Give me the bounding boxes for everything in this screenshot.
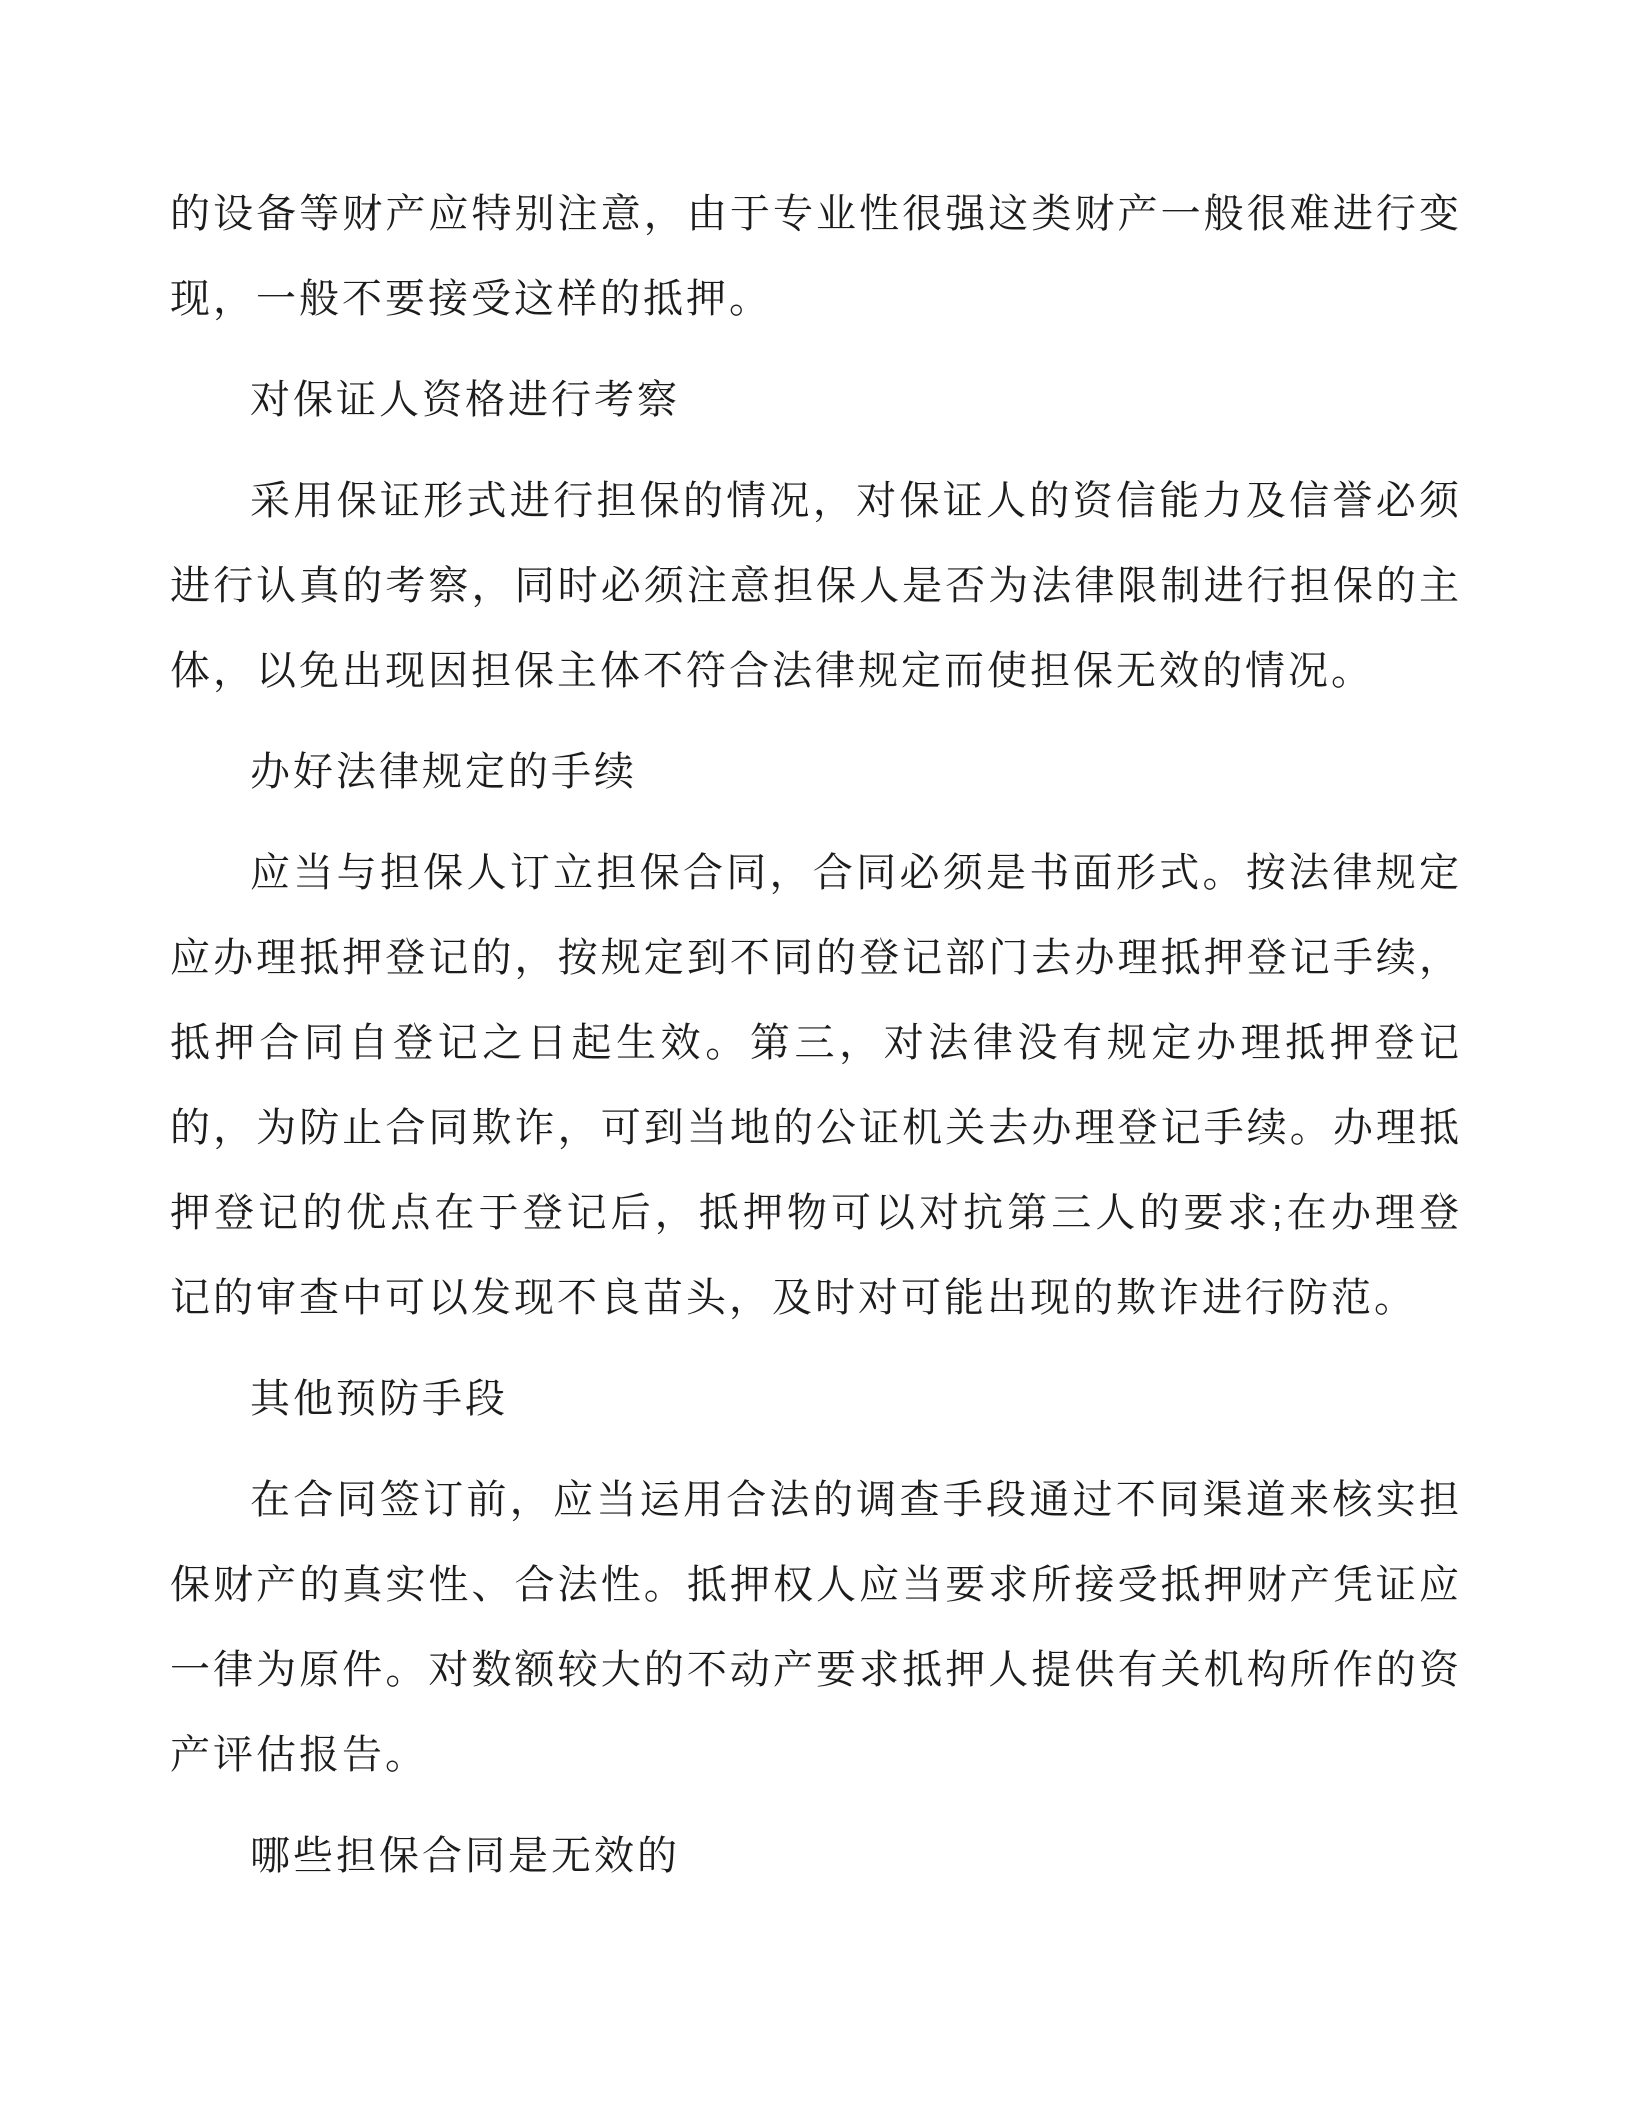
section-heading-guarantor-qualification: 对保证人资格进行考察 — [250, 378, 680, 422]
section-heading-other-preventive-measures: 其他预防手段 — [250, 1377, 508, 1421]
paragraph-legal-procedures: 应当与担保人订立担保合同，合同必须是书面形式。按法律规定应办理抵押登记的，按规定到不同的登记部门去办理抵押登记手续，抵押合同自登记之日起生效。第三，对法律没有规定办理抵押登记的，为防止合同欺诈，可到当地的公证机关去办理登记手续。办理抵押登记的优点在于登记后，抵押物可以对抗第三人的要求;在办理登记的审查中可以发现不良苗头，及时对可能出现的欺诈进行防范。 — [170, 851, 1462, 1320]
paragraph-guarantor-qualification: 采用保证形式进行担保的情况，对保证人的资信能力及信誉必须进行认真的考察，同时必须注意担保人是否为法律限制进行担保的主体，以免出现因担保主体不符合法律规定而使担保无效的情况。 — [170, 479, 1462, 693]
paragraph-other-preventive-measures: 在合同签订前，应当运用合法的调查手段通过不同渠道来核实担保财产的真实性、合法性。抵押权人应当要求所接受抵押财产凭证应一律为原件。对数额较大的不动产要求抵押人提供有关机构所作的资产评估报告。 — [170, 1478, 1462, 1777]
section-heading-legal-procedures: 办好法律规定的手续 — [250, 750, 637, 794]
paragraph-continuation: 的设备等财产应特别注意，由于专业性很强这类财产一般很难进行变现，一般不要接受这样的抵押。 — [170, 192, 1462, 321]
section-heading-invalid-guarantee-contracts: 哪些担保合同是无效的 — [250, 1834, 680, 1878]
